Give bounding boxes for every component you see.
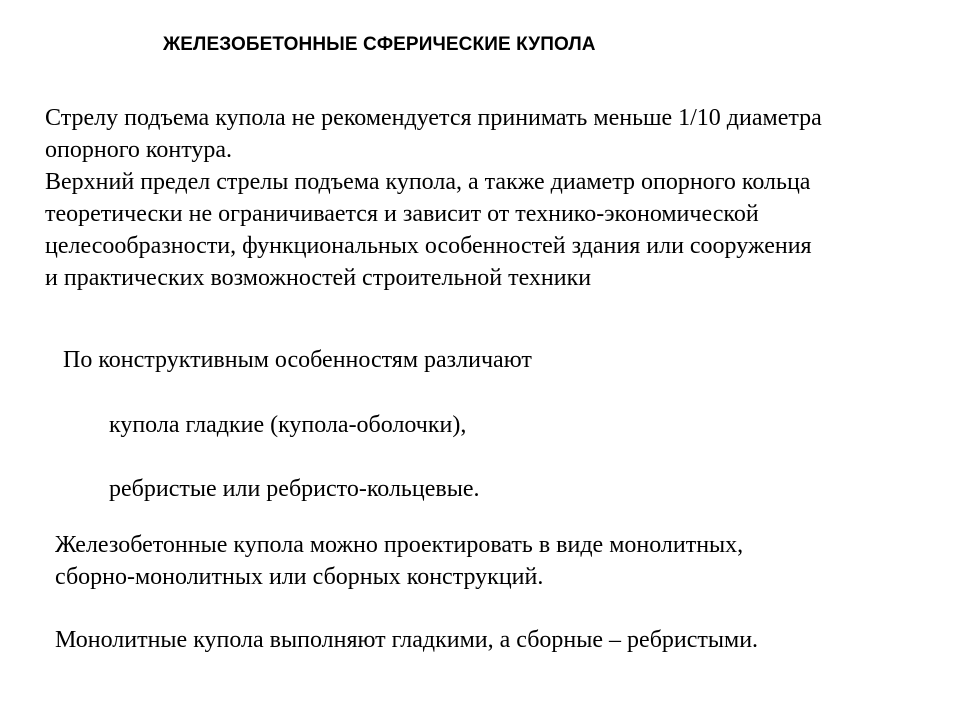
- types-intro: По конструктивным особенностям различают: [63, 347, 532, 373]
- slide-title: ЖЕЛЕЗОБЕТОННЫЕ СФЕРИЧЕСКИЕ КУПОЛА: [163, 34, 596, 55]
- paragraph-line: целесообразности, функциональных особенностей здания или сооружения: [45, 233, 812, 259]
- paragraph-line: Железобетонные купола можно проектировать в виде монолитных,: [55, 532, 744, 558]
- type-item-ribbed: ребристые или ребристо-кольцевые.: [109, 476, 480, 502]
- paragraph-line: Стрелу подъема купола не рекомендуется принимать меньше 1/10 диаметра: [45, 105, 822, 131]
- paragraph-line: сборно-монолитных или сборных конструкций.: [55, 564, 544, 590]
- paragraph-line: теоретически не ограничивается и зависит от технико-экономической: [45, 201, 759, 227]
- paragraph-line: и практических возможностей строительной техники: [45, 265, 592, 291]
- type-item-smooth: купола гладкие (купола-оболочки),: [109, 412, 467, 438]
- paragraph-construction-methods: [55, 529, 743, 593]
- paragraph-line: опорного контура.: [45, 137, 233, 163]
- conclusion-text: Монолитные купола выполняют гладкими, а сборные – ребристыми.: [55, 627, 759, 653]
- paragraph-dome-rise: [45, 102, 822, 294]
- paragraph-line: Верхний предел стрелы подъема купола, а также диаметр опорного кольца: [45, 169, 811, 195]
